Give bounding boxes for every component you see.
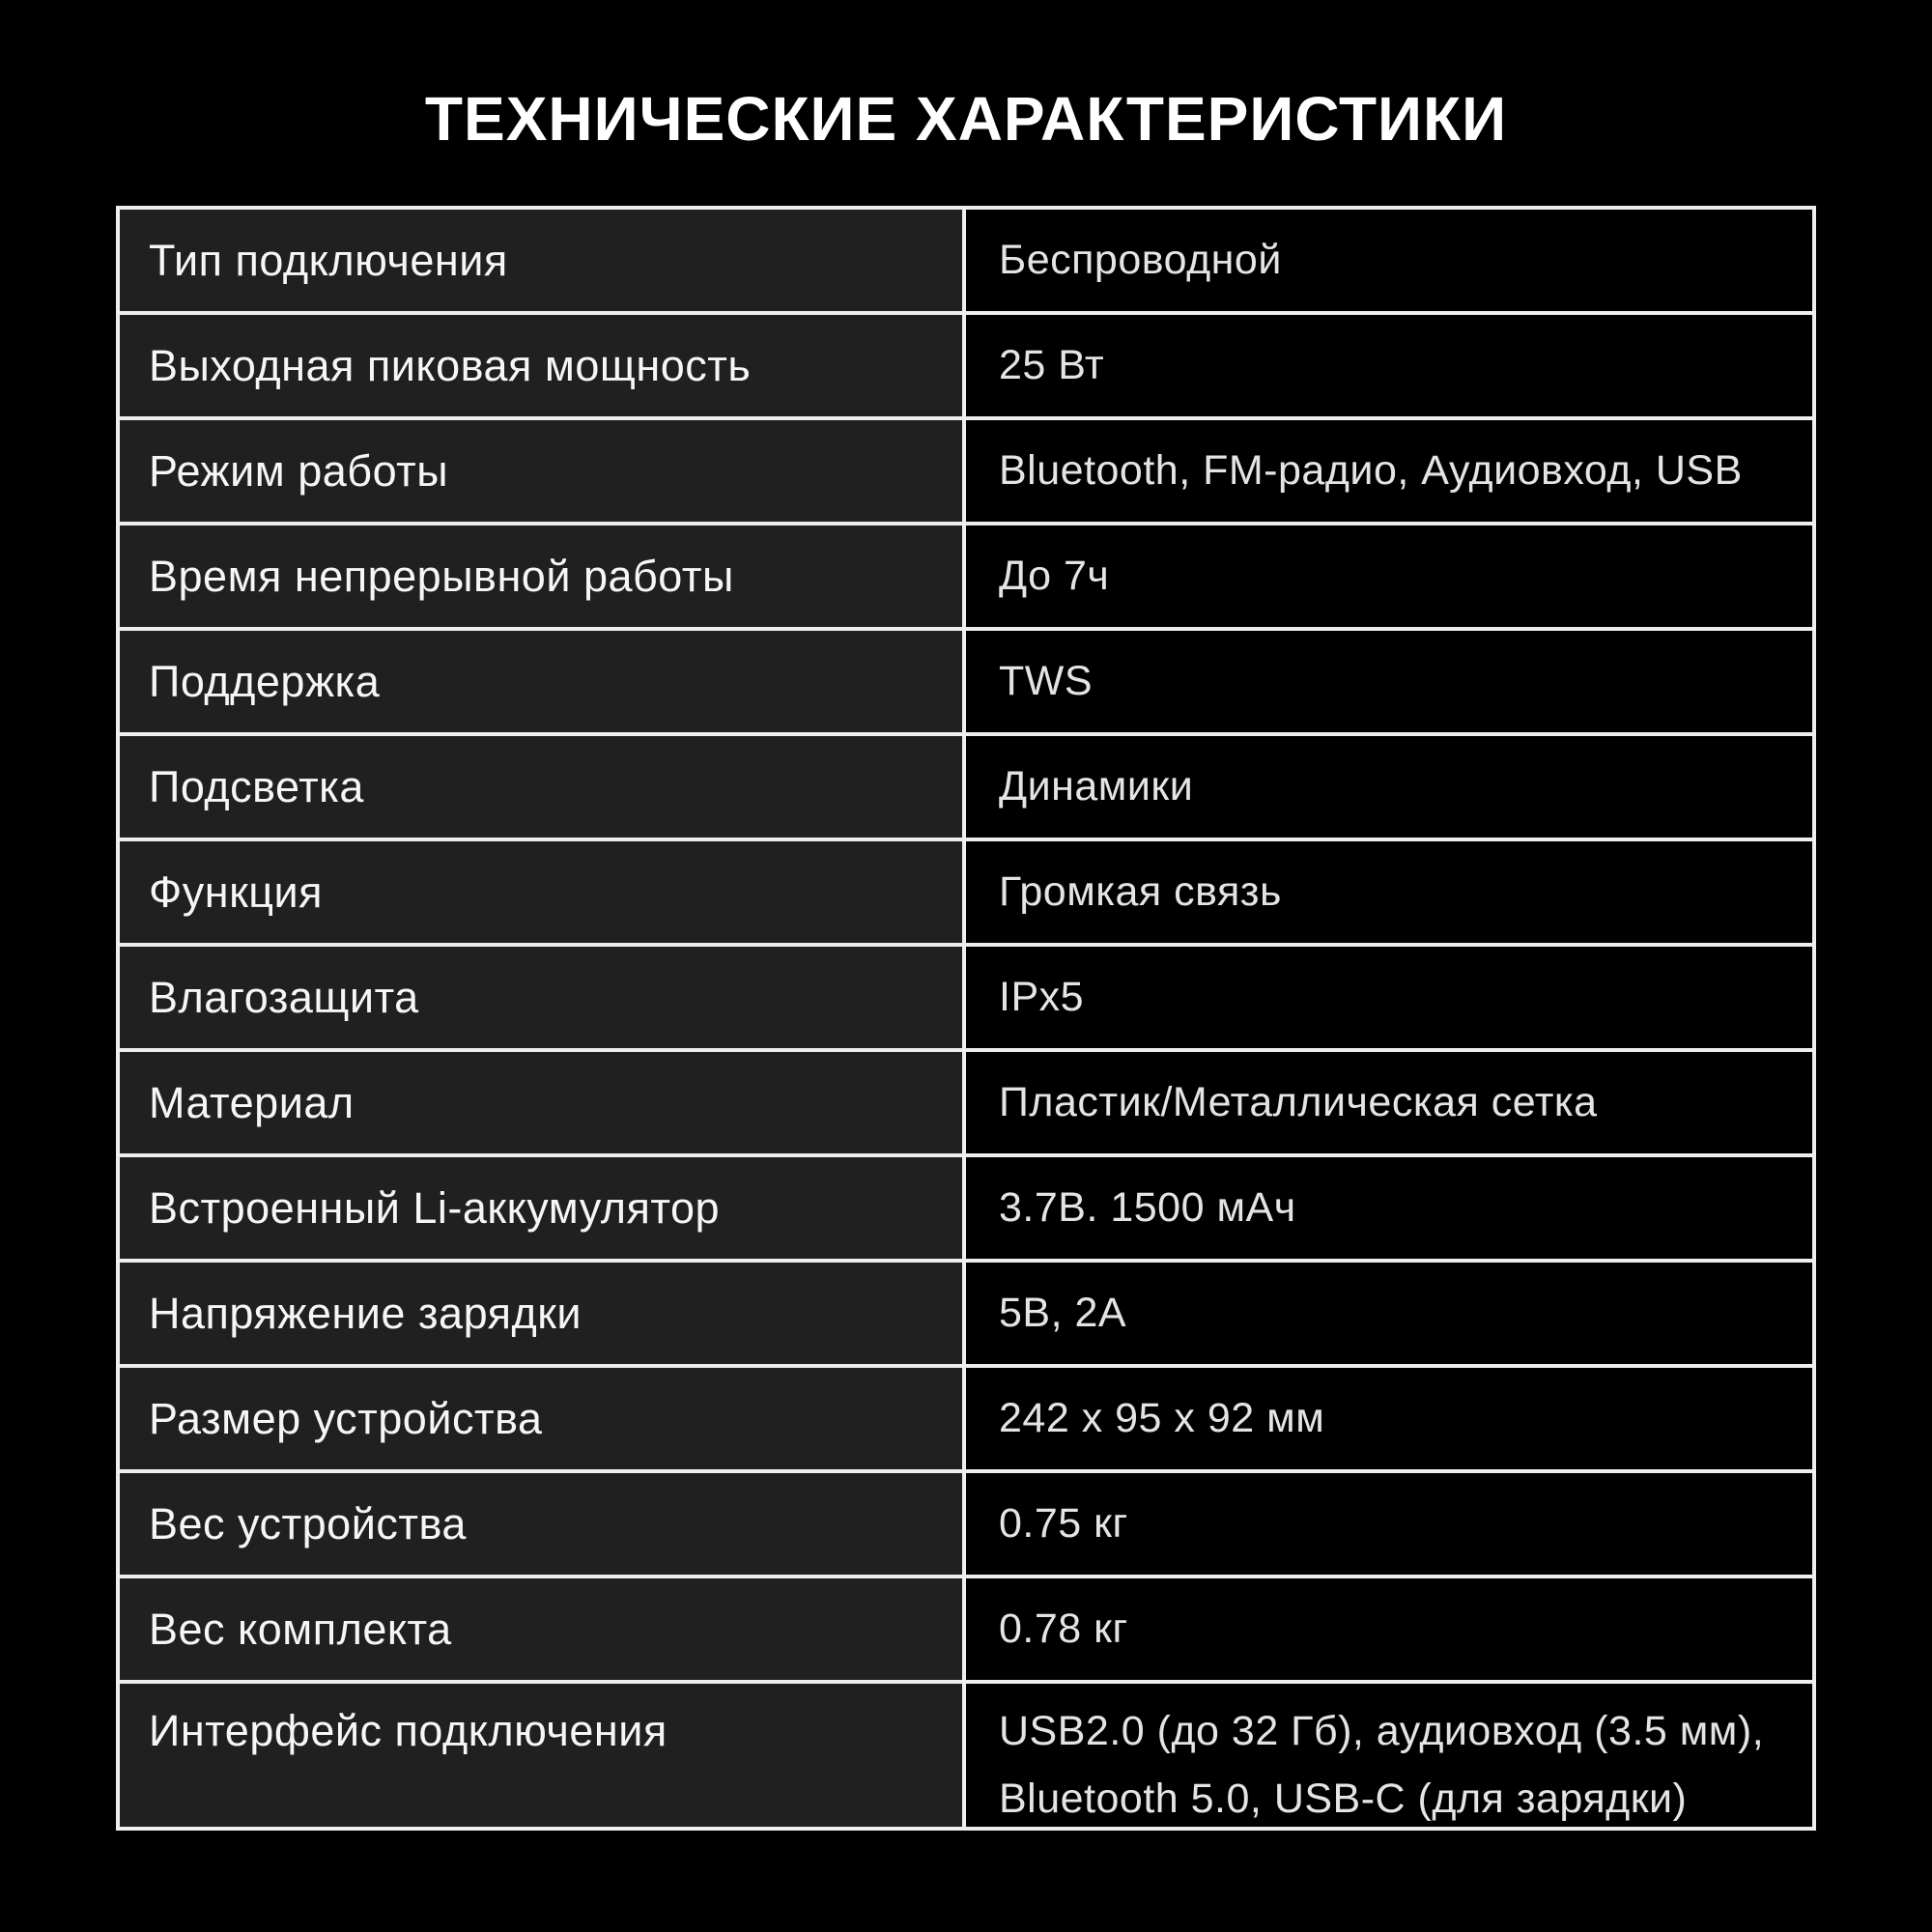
table-row xyxy=(120,1680,1812,1827)
spec-value: 5В, 2А xyxy=(966,1263,1812,1364)
table-row xyxy=(120,1364,1812,1469)
spec-label: Выходная пиковая мощность xyxy=(120,315,966,416)
spec-label: Поддержка xyxy=(120,631,966,732)
spec-value: Громкая связь xyxy=(966,841,1812,943)
table-row xyxy=(120,1048,1812,1153)
spec-label: Влагозащита xyxy=(120,947,966,1048)
spec-table xyxy=(116,206,1816,1831)
spec-value: USB2.0 (до 32 Гб), аудиовход (3.5 мм), Bluetooth 5.0, USB-C (для зарядки) xyxy=(966,1684,1812,1827)
table-row xyxy=(120,1259,1812,1364)
spec-label: Режим работы xyxy=(120,420,966,522)
table-row xyxy=(120,838,1812,943)
spec-label: Интерфейс подключения xyxy=(120,1684,966,1827)
spec-label: Подсветка xyxy=(120,736,966,838)
table-row xyxy=(120,943,1812,1048)
page-title: ТЕХНИЧЕСКИЕ ХАРАКТЕРИСТИКИ xyxy=(424,84,1508,154)
spec-label: Размер устройства xyxy=(120,1368,966,1469)
table-row xyxy=(120,210,1812,311)
spec-value: До 7ч xyxy=(966,526,1812,627)
spec-value: 0.75 кг xyxy=(966,1473,1812,1575)
table-row xyxy=(120,522,1812,627)
spec-label: Встроенный Li-аккумулятор xyxy=(120,1157,966,1259)
spec-label: Время непрерывной работы xyxy=(120,526,966,627)
spec-value: Беспроводной xyxy=(966,210,1812,311)
spec-label: Вес устройства xyxy=(120,1473,966,1575)
table-row xyxy=(120,1153,1812,1259)
spec-label: Вес комплекта xyxy=(120,1578,966,1680)
spec-value: 0.78 кг xyxy=(966,1578,1812,1680)
spec-label: Напряжение зарядки xyxy=(120,1263,966,1364)
spec-label: Функция xyxy=(120,841,966,943)
spec-value: TWS xyxy=(966,631,1812,732)
table-row xyxy=(120,416,1812,522)
table-row xyxy=(120,1469,1812,1575)
table-row xyxy=(120,311,1812,416)
spec-value: 3.7В. 1500 мАч xyxy=(966,1157,1812,1259)
spec-label: Тип подключения xyxy=(120,210,966,311)
table-row xyxy=(120,1575,1812,1680)
spec-value: Bluetooth, FM-радио, Аудиовход, USB xyxy=(966,420,1812,522)
spec-label: Материал xyxy=(120,1052,966,1153)
table-row xyxy=(120,627,1812,732)
table-row xyxy=(120,732,1812,838)
spec-value: IPx5 xyxy=(966,947,1812,1048)
spec-value: Динамики xyxy=(966,736,1812,838)
spec-value: Пластик/Металлическая сетка xyxy=(966,1052,1812,1153)
spec-value: 242 x 95 x 92 мм xyxy=(966,1368,1812,1469)
spec-value: 25 Вт xyxy=(966,315,1812,416)
